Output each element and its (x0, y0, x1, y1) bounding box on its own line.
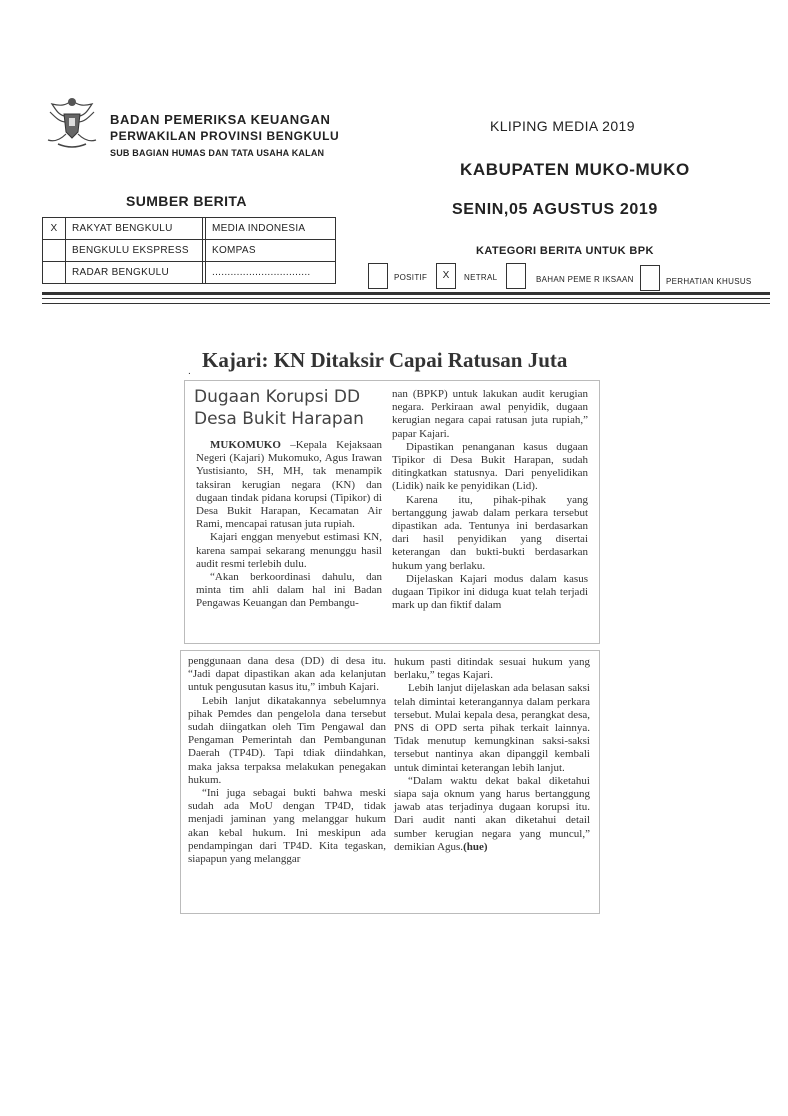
org-name: BADAN PEMERIKSA KEUANGAN (110, 112, 331, 127)
article-column-2 (392, 388, 588, 612)
dateline: MUKOMUKO (210, 439, 281, 451)
article-subheading (194, 386, 364, 430)
source-row (43, 240, 336, 262)
article-column-1 (196, 439, 382, 611)
source-name: ................................ (206, 262, 336, 284)
article-column-3 (188, 655, 386, 866)
paragraph: “Akan berkoordinasi dahulu, dan minta tim ahli dalam hal ini Badan Pengawas Keuangan dan Pembangu- (196, 571, 382, 610)
kategori-label-positif: POSITIF (394, 273, 428, 282)
bullet-dot: . (188, 366, 191, 377)
paragraph: hukum pasti ditindak sesuai hukum yang berlaku,” tegas Kajari. (394, 656, 590, 682)
paragraph: Kajari enggan menyebut estimasi KN, karena sampai sekarang menunggu hasil audit resmi terlebih dulu. (196, 531, 382, 570)
byline: (hue) (463, 840, 488, 853)
source-mark (43, 240, 66, 262)
kliping-title: KLIPING MEDIA 2019 (490, 118, 635, 134)
kategori-checkbox-positif (368, 263, 388, 289)
article-headline: Kajari: KN Ditaksir Capai Ratusan Juta (202, 348, 568, 372)
subheading-line: Desa Bukit Harapan (194, 409, 364, 429)
article-column-4 (394, 656, 590, 854)
kategori-label-pemeriksaan: BAHAN PEME R IKSAAN (536, 275, 634, 284)
paragraph: “Ini juga sebagai bukti bahwa meski sudah ada MoU dengan TP4D, tidak menjadi jaminan yang melanggar hukum akan kebal hukum. Ini meskipun ada pendampingan dari TP4D. Kita tegaskan, siapapun yang melanggar (188, 787, 386, 866)
paragraph: Lebih lanjut dijelaskan ada belasan saksi telah dimintai keterangannya dalam perkara tersebut. Mulai kepala desa, perangkat desa, PNS di OPD serta pihak terkait lainnya. Tidak menutup kemungkinan saksi-saksi tersebut nantinya akan dipanggil kembali untuk dimintai keterangan lebih lanjut. (394, 682, 590, 774)
kategori-title: KATEGORI BERITA UNTUK BPK (476, 245, 654, 257)
header-rule (42, 303, 770, 304)
org-subdivision: SUB BAGIAN HUMAS DAN TATA USAHA KALAN (110, 148, 325, 158)
source-name: RAKYAT BENGKULU (66, 218, 203, 240)
date-title: SENIN,05 AGUSTUS 2019 (452, 201, 658, 218)
kategori-checkbox-khusus (640, 265, 660, 291)
sumber-berita-table (42, 217, 336, 284)
source-name: KOMPAS (206, 240, 336, 262)
paragraph: Dipastikan penanganan kasus dugaan Tipikor di Desa Bukit Harapan, sudah ditingkatkan statusnya. Dari penyelidikan (Lidik) naik ke penyidikan (Lid). (392, 440, 588, 493)
kategori-checkbox-netral: X (436, 263, 456, 289)
paragraph: penggunaan dana desa (DD) di desa itu. “Jadi dapat dipastikan akan ada kelanjutan untuk pengusutan kasus itu,” imbuh Kajari. (188, 655, 386, 694)
source-name: MEDIA INDONESIA (206, 218, 336, 240)
source-name: RADAR BENGKULU (66, 262, 203, 284)
paragraph: nan (BPKP) untuk lakukan audit kerugian negara. Perkiraan awal penyidik, dugaan kerugian negara capai ratusan juta rupiah,” papar Kajari. (392, 388, 588, 440)
source-row (43, 218, 336, 240)
kabupaten-title: KABUPATEN MUKO-MUKO (460, 160, 690, 179)
paragraph: Dijelaskan Kajari modus dalam kasus dugaan Tipikor ini diduga kuat telah terjadi mark up dan fiktif dalam (392, 572, 588, 612)
kategori-checkbox-pemeriksaan (506, 263, 526, 289)
org-branch: PERWAKILAN PROVINSI BENGKULU (110, 129, 340, 143)
source-mark: X (43, 218, 66, 240)
header-rule (42, 298, 770, 299)
kategori-label-netral: NETRAL (464, 273, 498, 282)
header-rule (42, 292, 770, 295)
source-mark (43, 262, 66, 284)
subheading-line: Dugaan Korupsi DD (194, 387, 361, 407)
kategori-label-khusus: PERHATIAN KHUSUS (666, 277, 752, 286)
sumber-berita-title: SUMBER BERITA (126, 193, 247, 209)
garuda-emblem-icon (42, 92, 102, 150)
paragraph: Lebih lanjut dikatakannya sebelumnya pihak Pemdes dan pengelola dana tersebut sudah diingatkan oleh Tim Pengawal dan Pengaman Pemerintah dan Pembangunan Daerah (TP4D). Tapi tdiak diindahkan, maka jaksa terpaksa melakukan penegakan hukum. (188, 694, 386, 786)
source-name: BENGKULU EKSPRESS (66, 240, 203, 262)
paragraph: MUKOMUKO –Kepala Kejaksaan Negeri (Kajari) Mukomuko, Agus Irawan Yustisianto, SH, MH, tak menampik taksiran kerugian negara (KN) dan dugaan tindak pidana korupsi (Tipikor) di Desa Bukit Harapan, Kecamatan Air Rami, mencapai ratusan juta rupiah. (196, 439, 382, 531)
source-row (43, 262, 336, 284)
paragraph: “Dalam waktu dekat bakal diketahui siapa saja oknum yang harus bertanggung jawab atas terjadinya dugaan korupsi itu. Dari audit nanti akan diketahui detail sumber kerugian negara yang muncul,” demikian Agus.(hue) (394, 774, 590, 853)
paragraph: Karena itu, pihak-pihak yang bertanggung jawab dalam perkara tersebut dipastikan ada. Tentunya ini berdasarkan dari hasil penyidikan yang disertai keterangan dan bukti-bukti berdasarkan hukum yang berlaku. (392, 493, 588, 572)
